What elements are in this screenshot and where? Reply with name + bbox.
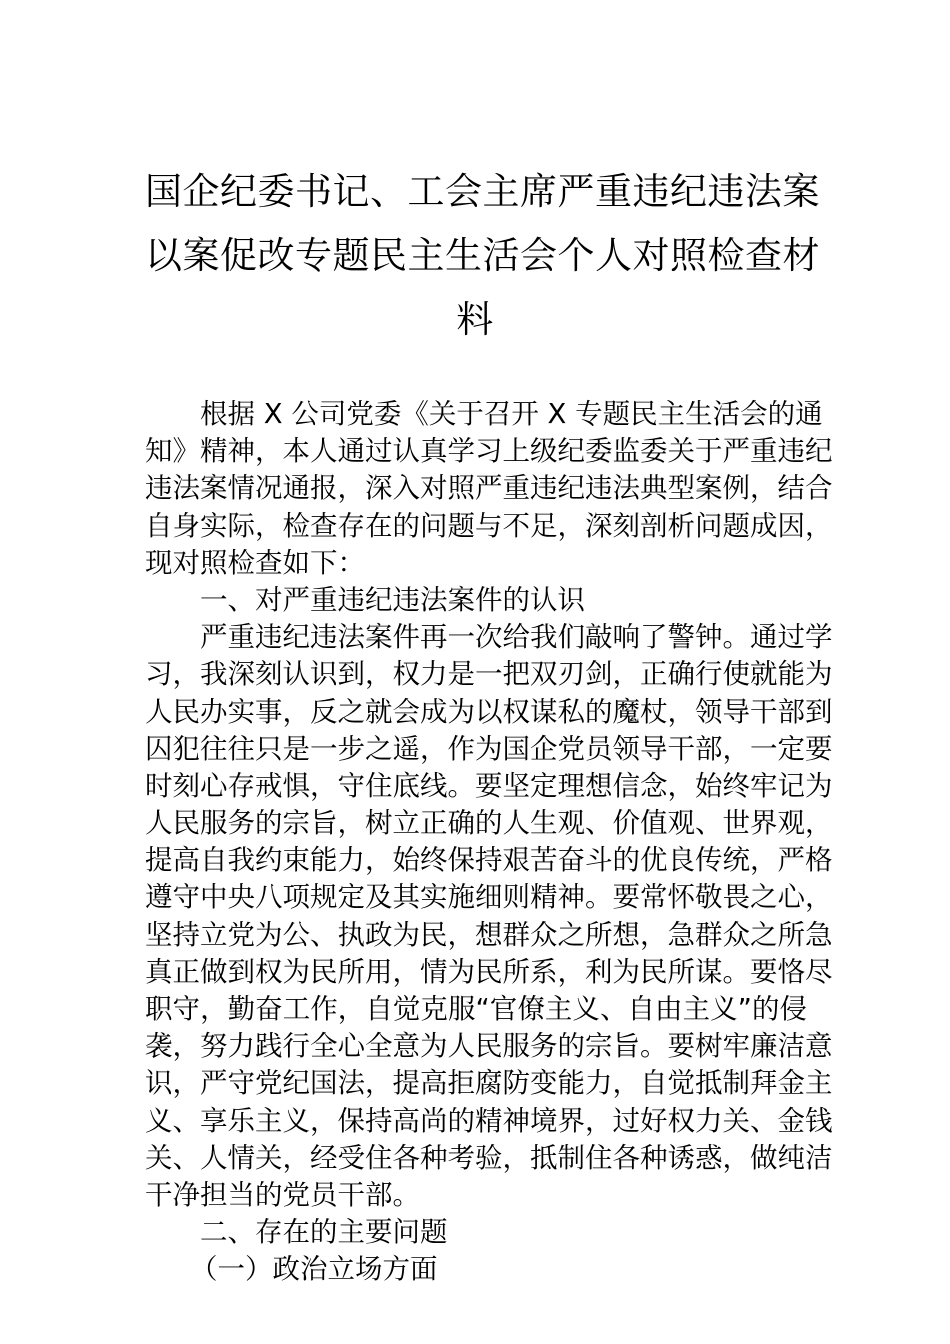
paragraph-intro-line-5: 现对照检查如下： xyxy=(145,546,365,579)
document-title xyxy=(145,160,820,352)
paragraph-1-line-11: 职守，勤奋工作，自觉克服“官僚主义、自由主义”的侵 xyxy=(145,993,807,1025)
section-heading-1: 一、对严重违纪违法案件的认识 xyxy=(200,583,585,616)
paragraph-1-line-16: 干净担当的党员干部。 xyxy=(145,1178,420,1211)
paragraph-1-line-5: 时刻心存戒惧，守住底线。要坚定理想信念，始终牢记为 xyxy=(145,769,833,802)
paragraph-1-line-3: 人民办实事，反之就会成为以权谋私的魔杖，领导干部到 xyxy=(145,695,833,728)
subsection-heading-1: （一）政治立场方面 xyxy=(190,1253,438,1286)
title-line-2: 以案促改专题民主生活会个人对照检查材 xyxy=(145,234,820,277)
paragraph-1-line-12: 袭，努力践行全心全意为人民服务的宗旨。要树牢廉洁意 xyxy=(145,1030,833,1063)
paragraph-1-line-7: 提高自我约束能力，始终保持艰苦奋斗的优良传统，严格 xyxy=(145,844,833,877)
paragraph-1-line-2: 习，我深刻认识到，权力是一把双刃剑，正确行使就能为 xyxy=(145,658,833,691)
title-line-3: 料 xyxy=(456,298,494,341)
paragraph-1-line-1: 严重违纪违法案件再一次给我们敲响了警钟。通过学 xyxy=(200,621,833,654)
section-heading-2: 二、存在的主要问题 xyxy=(200,1216,448,1249)
document-body xyxy=(145,396,833,1289)
paragraph-1-line-4: 囚犯往往只是一步之遥，作为国企党员领导干部，一定要 xyxy=(145,732,833,765)
paragraph-1-line-9: 坚持立党为公、执政为民，想群众之所想，急群众之所急 xyxy=(145,918,833,951)
paragraph-intro-line-4: 自身实际，检查存在的问题与不足，深刻剖析问题成因， xyxy=(145,509,833,542)
paragraph-1-line-8: 遵守中央八项规定及其实施细则精神。要常怀敬畏之心， xyxy=(145,881,833,914)
paragraph-1-line-14: 义、享乐主义，保持高尚的精神境界，过好权力关、金钱 xyxy=(145,1104,833,1137)
paragraph-1-line-10: 真正做到权为民所用，情为民所系，利为民所谋。要恪尽 xyxy=(145,955,833,988)
paragraph-intro-line-1: 根据 X 公司党委《关于召开 X 专题民主生活会的通 xyxy=(200,398,823,430)
paragraph-intro-line-3: 违法案情况通报，深入对照严重违纪违法典型案例，结合 xyxy=(145,472,833,505)
paragraph-intro-line-2: 知》精神，本人通过认真学习上级纪委监委关于严重违纪 xyxy=(145,435,833,468)
paragraph-1-line-6: 人民服务的宗旨，树立正确的人生观、价值观、世界观， xyxy=(145,807,833,840)
paragraph-1-line-13: 识，严守党纪国法，提高拒腐防变能力，自觉抵制拜金主 xyxy=(145,1067,833,1100)
paragraph-1-line-15: 关、人情关，经受住各种考验，抵制住各种诱惑，做纯洁 xyxy=(145,1141,833,1174)
title-line-1: 国企纪委书记、工会主席严重违纪违法案 xyxy=(145,170,820,213)
